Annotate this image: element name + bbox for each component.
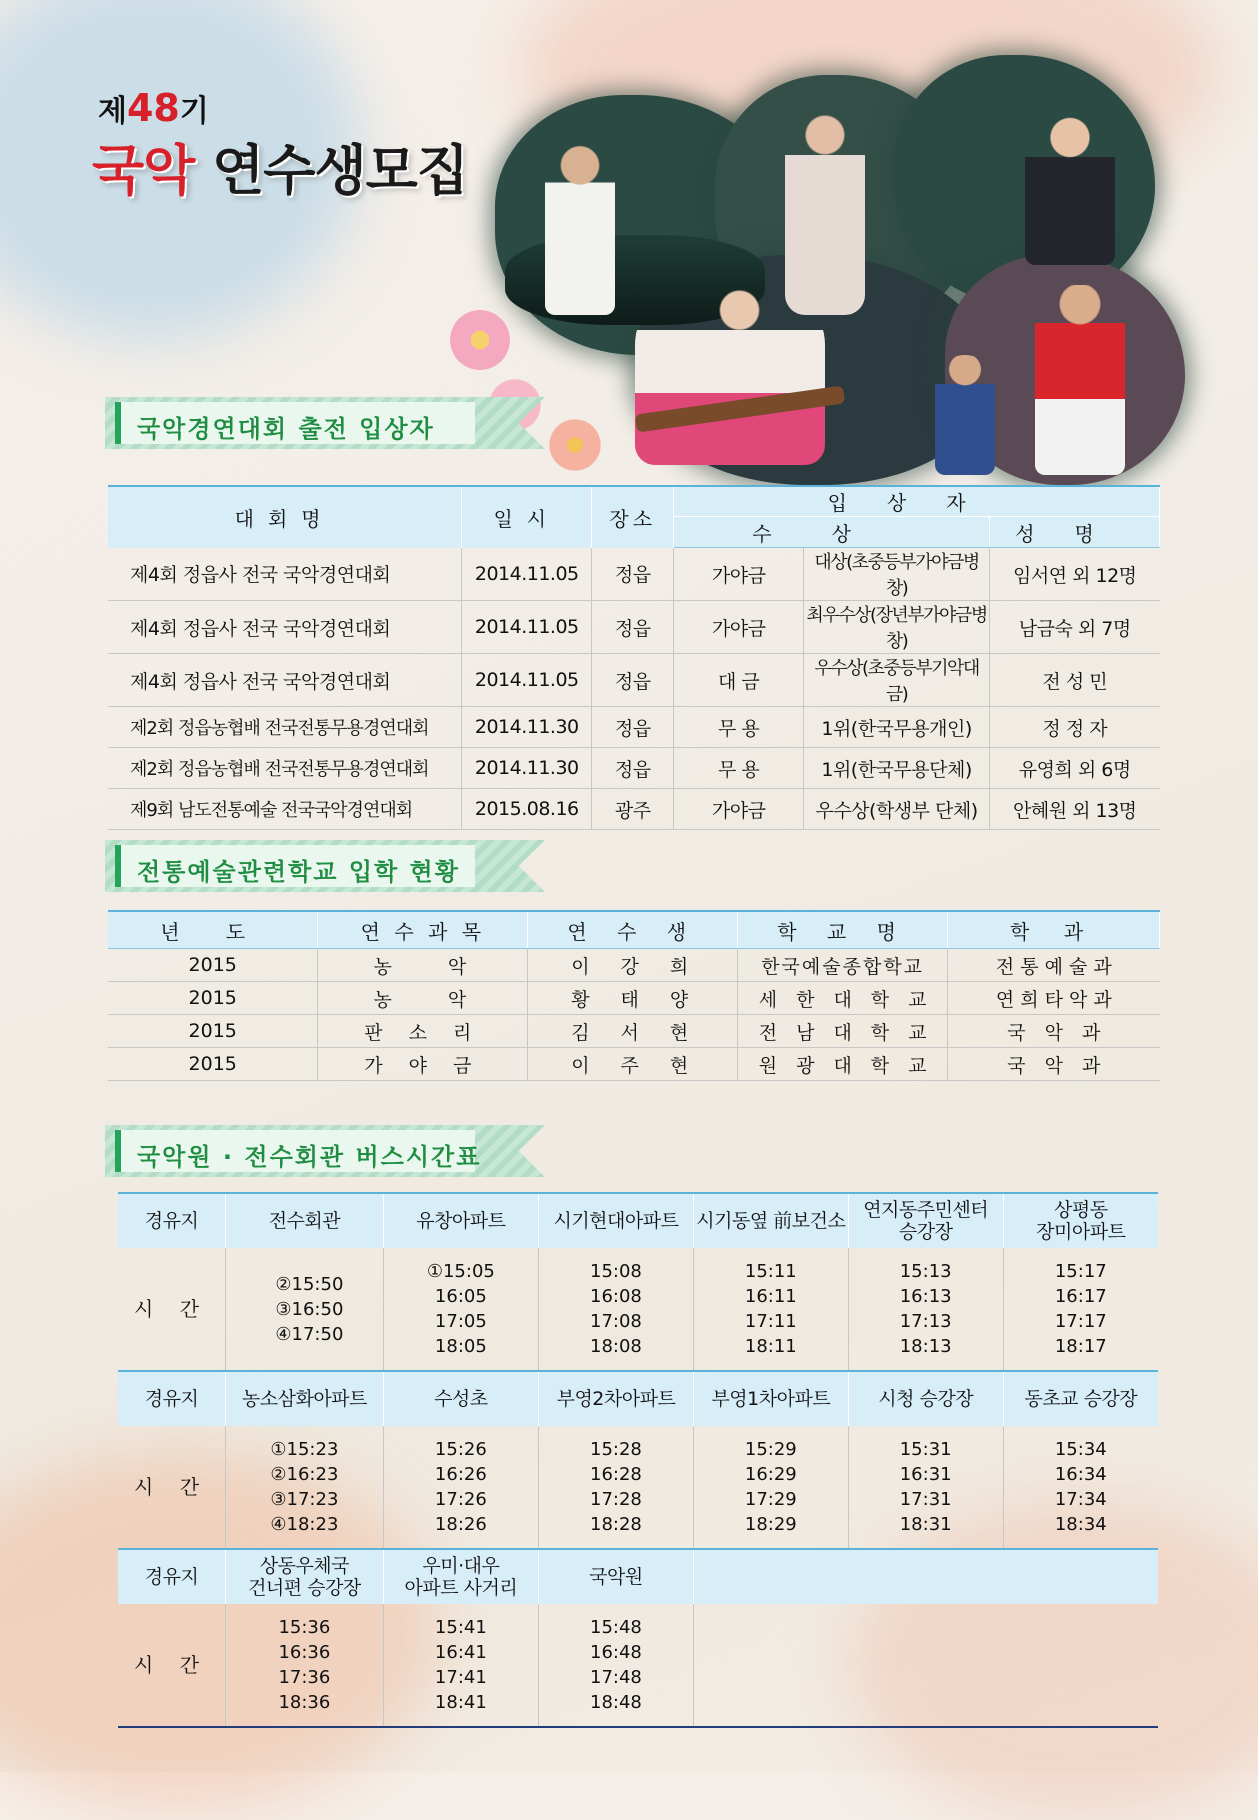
table-cell: 2015.08.16	[462, 789, 592, 830]
bus-time-cell	[383, 1248, 538, 1371]
bus-time: 16:13	[899, 1286, 952, 1307]
bus-time: 16:08	[590, 1286, 642, 1307]
bus-time: 16:11	[744, 1286, 797, 1307]
table-cell: 2014.11.05	[462, 601, 592, 654]
dancer-figure	[785, 115, 865, 315]
table-cell: 우수상(학생부 단체)	[804, 789, 990, 830]
bus-time: 16:05	[434, 1286, 487, 1307]
table-cell: 정 정 자	[990, 707, 1160, 748]
bus-time-cell	[539, 1426, 694, 1549]
table-row	[108, 601, 1160, 654]
bus-timetable	[118, 1192, 1158, 1728]
bus-stop-cell: 상동우체국 건너편 승강장	[226, 1549, 384, 1604]
table-cell: 가 야 금	[318, 1048, 528, 1081]
bus-times-row	[118, 1248, 1158, 1371]
bus-time: 17:31	[899, 1489, 952, 1510]
bus-time: 18:31	[899, 1514, 952, 1535]
bus-time: 17:36	[278, 1667, 331, 1688]
bus-time-cell	[226, 1426, 384, 1549]
table-cell: 무 용	[674, 707, 804, 748]
bus-stop-cell: 시기현대아파트	[539, 1193, 694, 1248]
bus-time: 15:08	[590, 1261, 642, 1282]
table-cell: 우수상(초중등부기악대금)	[804, 654, 990, 707]
section-tag-bus: 국악원 · 전수회관 버스시간표	[105, 1125, 545, 1177]
performance-photo-collage	[485, 55, 1185, 485]
bus-time: 15:41	[434, 1617, 487, 1638]
bus-stop-cell: 부영1차아파트	[693, 1371, 848, 1426]
header-place: 장소	[592, 486, 674, 548]
bus-time: 18:13	[899, 1336, 952, 1357]
bus-time-cell: 시 간	[118, 1604, 226, 1727]
bus-time-cell	[1003, 1248, 1158, 1371]
table-cell: 정읍	[592, 707, 674, 748]
bus-time: 17:29	[744, 1489, 797, 1510]
drummer-figure-2	[935, 355, 995, 475]
table-cell: 2014.11.05	[462, 654, 592, 707]
bus-stop-cell: 경유지	[118, 1193, 226, 1248]
table-cell: 전 통 예 술 과	[948, 949, 1160, 982]
table-cell: 판 소 리	[318, 1015, 528, 1048]
bus-time: 18:36	[278, 1692, 331, 1713]
bus-time: 15:29	[744, 1439, 797, 1460]
header-award: 수상	[674, 517, 990, 548]
bus-time: 16:28	[590, 1464, 642, 1485]
table-cell: 가야금	[674, 548, 804, 601]
drummer-figure	[1035, 285, 1125, 475]
bus-stops-row	[118, 1193, 1158, 1248]
bus-time: ①15:05	[426, 1261, 495, 1282]
bus-time: 16:34	[1054, 1464, 1107, 1485]
table-cell: 농 악	[318, 982, 528, 1015]
bus-time: 17:48	[590, 1667, 642, 1688]
table-cell: 1위(한국무용개인)	[804, 707, 990, 748]
header-contest: 대회명	[108, 486, 462, 548]
bus-time: 15:48	[590, 1617, 642, 1638]
bus-time: 15:34	[1054, 1439, 1107, 1460]
bus-time: 16:36	[278, 1642, 331, 1663]
bus-time: 16:41	[434, 1642, 487, 1663]
bus-stop-cell: 수성초	[383, 1371, 538, 1426]
bus-stop-cell: 상평동 장미아파트	[1003, 1193, 1158, 1248]
page-title: 국악 연수생모집	[92, 139, 468, 202]
bus-time: 15:31	[899, 1439, 952, 1460]
table-cell: 이 강 희	[528, 949, 738, 982]
table-cell: 대상(초중등부가야금병창)	[804, 548, 990, 601]
section-tag-admission: 전통예술관련학교 입학 현황	[105, 840, 545, 892]
bus-time: 18:05	[434, 1336, 487, 1357]
header-year: 년 도	[108, 911, 318, 949]
bus-time-cell	[383, 1604, 538, 1727]
bus-time: 15:11	[744, 1261, 797, 1282]
table-cell: 국 악 과	[948, 1015, 1160, 1048]
bus-time: 15:28	[590, 1439, 642, 1460]
bus-stop-cell: 연지동주민센터 승강장	[848, 1193, 1003, 1248]
table-cell: 한국예술종합학교	[738, 949, 948, 982]
table-cell: 2014.11.30	[462, 707, 592, 748]
table-cell: 제4회 정읍사 전국 국악경연대회	[108, 601, 462, 654]
bus-time: 17:28	[590, 1489, 642, 1510]
bus-time: 18:11	[744, 1336, 797, 1357]
table-cell: 2015	[108, 982, 318, 1015]
table-cell: 제4회 정읍사 전국 국악경연대회	[108, 548, 462, 601]
bus-time-cell	[848, 1248, 1003, 1371]
table-cell: 2015	[108, 1015, 318, 1048]
table-cell: 유영희 외 6명	[990, 748, 1160, 789]
bus-time-cell: 시 간	[118, 1248, 226, 1371]
table-cell: 안혜원 외 13명	[990, 789, 1160, 830]
bus-stop-cell: 경유지	[118, 1371, 226, 1426]
bus-stop-cell: 동초교 승강장	[1003, 1371, 1158, 1426]
table-row	[108, 654, 1160, 707]
table-cell: 전 성 민	[990, 654, 1160, 707]
bus-stops-row	[118, 1371, 1158, 1426]
table-cell: 제2회 정읍농협배 전국전통무용경연대회	[108, 707, 462, 748]
admission-table	[108, 910, 1160, 1081]
table-cell: 국 악 과	[948, 1048, 1160, 1081]
bus-time-cell	[693, 1604, 1158, 1727]
bus-stop-cell: 부영2차아파트	[539, 1371, 694, 1426]
bus-time-cell	[539, 1248, 694, 1371]
table-cell: 제9회 남도전통예술 전국국악경연대회	[108, 789, 462, 830]
table-cell: 제4회 정읍사 전국 국악경연대회	[108, 654, 462, 707]
bus-time: 15:26	[434, 1439, 487, 1460]
table-cell: 2014.11.05	[462, 548, 592, 601]
flute-player-figure	[545, 145, 615, 315]
table-cell: 정읍	[592, 601, 674, 654]
table-cell: 2015	[108, 1048, 318, 1081]
header-dept: 학 과	[948, 911, 1160, 949]
bus-time: ③17:23	[270, 1489, 339, 1510]
header-school: 학 교 명	[738, 911, 948, 949]
bus-stop-cell: 시기동옆 前보건소	[693, 1193, 848, 1248]
bus-time-cell	[1003, 1426, 1158, 1549]
bus-stop-cell: 시청 승강장	[848, 1371, 1003, 1426]
flower-decoration	[445, 305, 515, 375]
table-cell: 황 태 양	[528, 982, 738, 1015]
table-row	[108, 548, 1160, 601]
bus-time-cell	[693, 1426, 848, 1549]
bus-stop-cell: 국악원	[539, 1549, 694, 1604]
bus-time: 15:17	[1054, 1261, 1107, 1282]
table-cell: 김 서 현	[528, 1015, 738, 1048]
table-row	[108, 1048, 1160, 1081]
bus-time: ①15:23	[270, 1439, 339, 1460]
table-cell: 무 용	[674, 748, 804, 789]
bus-stop-cell: 우미·대우 아파트 사거리	[383, 1549, 538, 1604]
bus-stop-cell: 농소삼화아파트	[226, 1371, 384, 1426]
bus-time: ③16:50	[275, 1298, 344, 1320]
table-row	[108, 789, 1160, 830]
table-cell: 광주	[592, 789, 674, 830]
bus-time-cell	[848, 1426, 1003, 1549]
table-cell: 세 한 대 학 교	[738, 982, 948, 1015]
bus-time: 17:05	[434, 1311, 487, 1332]
table-row	[108, 707, 1160, 748]
table-cell: 대 금	[674, 654, 804, 707]
bus-time-cell	[693, 1248, 848, 1371]
bus-time: 17:34	[1054, 1489, 1107, 1510]
bus-time: 18:26	[434, 1514, 487, 1535]
bus-time: 17:13	[899, 1311, 952, 1332]
header-date: 일시	[462, 486, 592, 548]
bus-time: ④18:23	[270, 1514, 339, 1535]
bus-time: 18:28	[590, 1514, 642, 1535]
bus-time: 18:17	[1054, 1336, 1107, 1357]
table-cell: 원 광 대 학 교	[738, 1048, 948, 1081]
bus-time: 18:29	[744, 1514, 797, 1535]
flower-decoration	[545, 415, 605, 475]
table-cell: 가야금	[674, 601, 804, 654]
header-student: 연 수 생	[528, 911, 738, 949]
table-cell: 농 악	[318, 949, 528, 982]
bus-time-cell	[226, 1248, 384, 1371]
table-cell: 임서연 외 12명	[990, 548, 1160, 601]
bus-time-cell	[226, 1604, 384, 1727]
singer-figure	[1025, 115, 1115, 265]
bus-time: 17:17	[1054, 1311, 1107, 1332]
table-cell: 최우수상(장년부가야금병창)	[804, 601, 990, 654]
bus-time: 16:17	[1054, 1286, 1107, 1307]
bus-time-cell: 시 간	[118, 1426, 226, 1549]
section-tag-awards: 국악경연대회 출전 입상자	[105, 397, 545, 449]
header-course: 연 수 과 목	[318, 911, 528, 949]
table-cell: 제2회 정읍농협배 전국전통무용경연대회	[108, 748, 462, 789]
bus-stop-cell: 유창아파트	[383, 1193, 538, 1248]
bus-time: 16:48	[590, 1642, 642, 1663]
bus-stops-row	[118, 1549, 1158, 1604]
table-cell: 정읍	[592, 654, 674, 707]
bus-time: ②16:23	[270, 1464, 339, 1485]
generation-label: 제48기	[98, 86, 209, 130]
table-cell: 전 남 대 학 교	[738, 1015, 948, 1048]
table-row	[108, 1015, 1160, 1048]
bus-time: 17:41	[434, 1667, 487, 1688]
bus-stop-cell: 경유지	[118, 1549, 226, 1604]
header-name: 성명	[990, 517, 1160, 548]
table-cell: 이 주 현	[528, 1048, 738, 1081]
table-cell: 정읍	[592, 748, 674, 789]
bus-time-cell	[383, 1426, 538, 1549]
bus-time: 18:41	[434, 1692, 487, 1713]
bus-time: 16:26	[434, 1464, 487, 1485]
table-row	[108, 748, 1160, 789]
bus-times-row	[118, 1426, 1158, 1549]
table-cell: 연 희 타 악 과	[948, 982, 1160, 1015]
gayageum-player-figure	[635, 285, 825, 465]
table-row	[108, 949, 1160, 982]
bus-times-row	[118, 1604, 1158, 1727]
table-cell: 2014.11.30	[462, 748, 592, 789]
bus-time: 16:29	[744, 1464, 797, 1485]
bus-time: 15:13	[899, 1261, 952, 1282]
table-cell: 2015	[108, 949, 318, 982]
bus-time: 15:36	[278, 1617, 331, 1638]
table-row	[108, 982, 1160, 1015]
bus-time: 18:08	[590, 1336, 642, 1357]
bus-time: ④17:50	[275, 1323, 344, 1345]
bus-stop-cell	[693, 1549, 1158, 1604]
bus-time: ②15:50	[275, 1273, 344, 1295]
bus-time: 17:26	[434, 1489, 487, 1510]
bus-time-cell	[539, 1604, 694, 1727]
bus-time: 17:11	[744, 1311, 797, 1332]
header-winners: 입상자	[674, 486, 1160, 517]
bus-time: 17:08	[590, 1311, 642, 1332]
table-cell: 정읍	[592, 548, 674, 601]
awards-table	[108, 485, 1160, 830]
bus-time: 18:34	[1054, 1514, 1107, 1535]
table-cell: 1위(한국무용단체)	[804, 748, 990, 789]
bus-time: 16:31	[899, 1464, 952, 1485]
bus-stop-cell: 전수회관	[226, 1193, 384, 1248]
table-cell: 남금숙 외 7명	[990, 601, 1160, 654]
bus-time: 18:48	[590, 1692, 642, 1713]
table-cell: 가야금	[674, 789, 804, 830]
